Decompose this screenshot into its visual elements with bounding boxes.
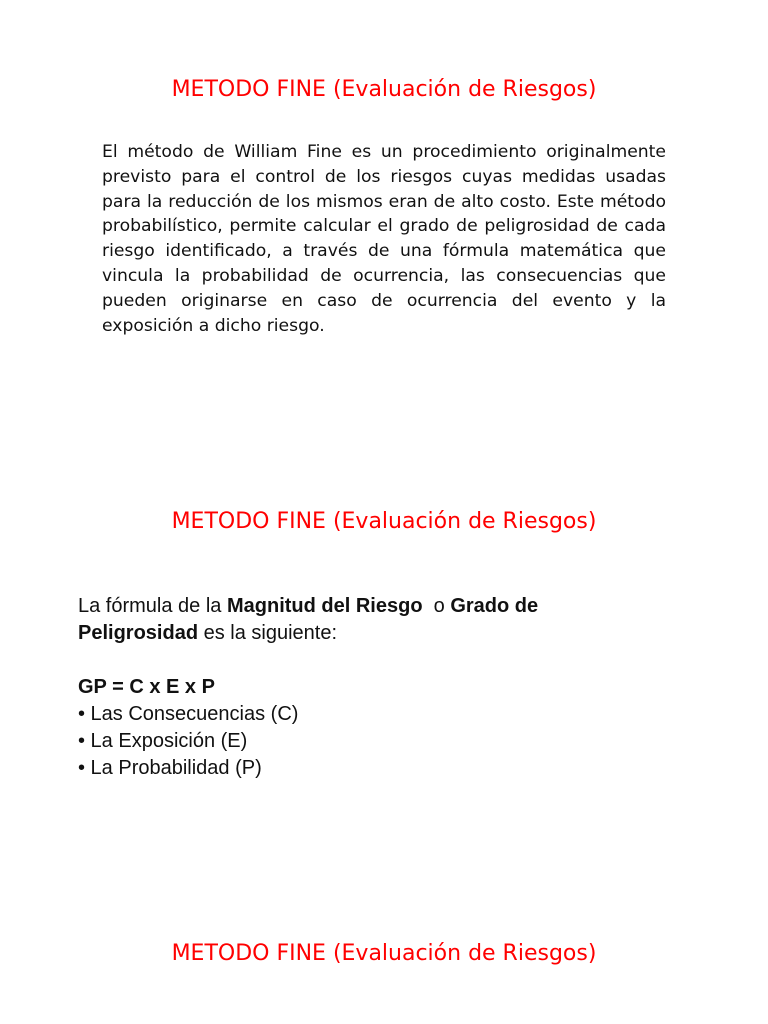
slide-2-title: METODO FINE (Evaluación de Riesgos): [171, 509, 597, 534]
slide-1-title: METODO FINE (Evaluación de Riesgos): [171, 77, 597, 102]
slide-3-title: METODO FINE (Evaluación de Riesgos): [171, 941, 597, 966]
formula-intro: [78, 593, 638, 647]
list-item-probabilidad: • La Probabilidad (P): [78, 757, 262, 779]
formula-intro-connector: o: [422, 595, 451, 617]
slide-1-body: El método de William Fine es un procedimiento originalmente previsto para el control de los riesgos cuyas medidas usadas para la reducción de los mismos eran de alto costo. Este método probabilístico, permite calcular el grado de peligrosidad de cada riesgo identificado, a través de una fórmula matemática que vincula la probabilidad de ocurrencia, las consecuencias que pueden originarse en caso de ocurrencia del evento y la exposición a dicho riesgo.: [102, 142, 666, 336]
formula-section: [78, 593, 638, 782]
list-item-consecuencias: • Las Consecuencias (C): [78, 703, 299, 725]
formula-intro-suffix: es la siguiente:: [198, 622, 338, 644]
formula-intro-prefix: La fórmula de la: [78, 595, 227, 617]
formula-equation: GP = C x E x P: [78, 676, 215, 698]
term-magnitud-del-riesgo: Magnitud del Riesgo: [226, 595, 423, 617]
spacer: [78, 647, 638, 674]
formula-factors-list: [78, 701, 638, 782]
list-item-exposicion: • La Exposición (E): [78, 730, 248, 752]
term-grado-de-peligrosidad: Grado de Peligrosidad: [78, 595, 539, 644]
